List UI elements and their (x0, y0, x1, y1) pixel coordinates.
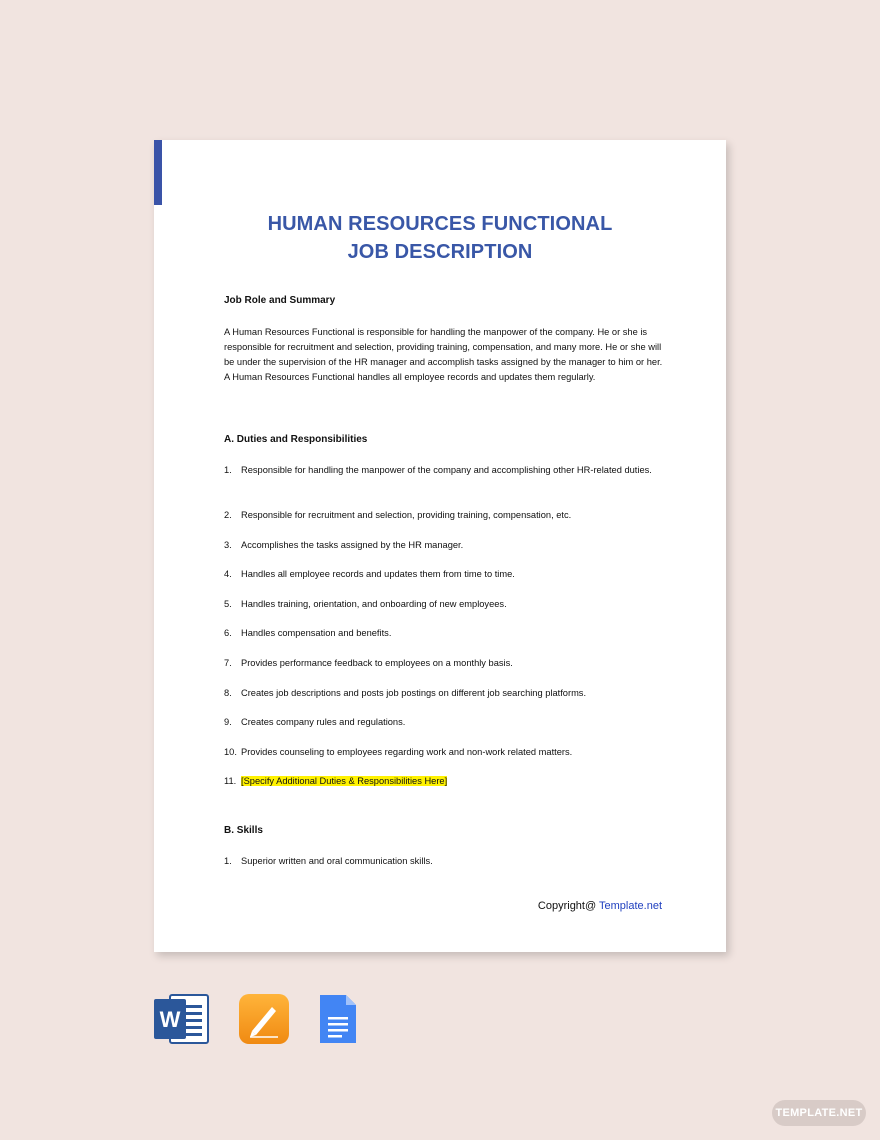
summary-text: A Human Resources Functional is responsible for handling the manpower of the company. He or she is responsible for recruitment and selection, providing training, compensation, and many more. He or she will be under the supervision of the HR manager and accomplish tasks assigned by the manager to him or her. A Human Resources Functional handles all employee records and updates them regularly. (224, 327, 663, 382)
copyright-label: Copyright@ (537, 900, 597, 912)
title-line-2: JOB DESCRIPTION (347, 241, 533, 263)
copyright-link[interactable]: Template.net (599, 900, 662, 912)
title-line-1: HUMAN RESOURCES FUNCTIONAL (267, 213, 613, 235)
word-letter: W (159, 1007, 181, 1032)
highlighted-placeholder: [Specify Additional Duties & Responsibilities Here] (241, 776, 448, 786)
summary-heading: Job Role and Summary (224, 295, 336, 306)
google-docs-icon[interactable] (318, 993, 358, 1050)
pages-icon[interactable] (238, 993, 290, 1050)
watermark-badge: TEMPLATE.NET (772, 1100, 866, 1126)
copyright (538, 900, 662, 912)
skills-heading: B. Skills (224, 825, 263, 836)
document-page: HUMAN RESOURCES FUNCTIONAL JOB DESCRIPTION Job Role and Summary A Human Resources Functional is responsible for handling the manpower of the company. He or she is responsible for recruitment and selection, providing training, compensation, and many more. He or she will be under the supervision of the HR manager and accomplish tasks assigned by the manager to him or her. A Human Resources Functional handles all employee records and updates them regularly. A. Duties and Responsibilities 1. Responsible for handling the manpower of the company and accomplishing other HR-related duties. 2. Responsible for recruitment and selection, providing training, compensation, etc. 3. Accomplishes the tasks assigned by the HR manager. 4. Handles all employee records and updates them from time to time. 5. Handles training, orientation, and onboarding of new employees. 6. Handles compensation and benefits. 7. Provides performance feedback to employees on a monthly basis. 8. Creates job descriptions and posts job postings on different job searching platforms. 9. Creates company rules and regulations. 10. Provides counseling to employees regarding work and non-work related matters. 11. [Specify Additional Duties & Responsibilities Here] B. Skills 1. Superior written and oral communication skills. Copyright@ Template.net (154, 140, 726, 952)
word-icon[interactable] (154, 993, 210, 1050)
accent-bar (154, 140, 162, 205)
duties-heading: A. Duties and Responsibilities (224, 434, 368, 445)
document-title (154, 210, 726, 266)
